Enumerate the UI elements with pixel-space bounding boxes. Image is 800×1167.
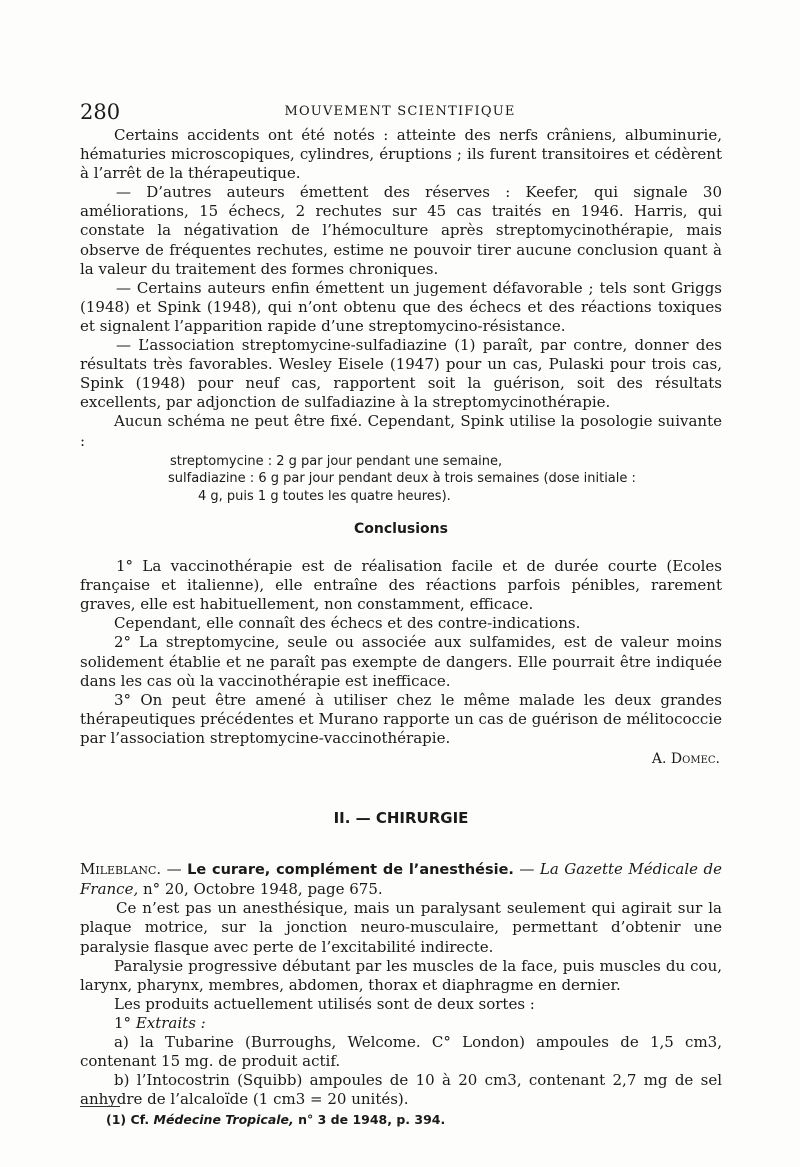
conclusion-2: 2° La streptomycine, seule ou associée aux sulfamides, est de valeur moins solidement établie et ne paraît pas exempte de dangers. Elle pourrait être indiquée dans les cas où la vaccinothérapie est inefficace.: [80, 633, 722, 690]
paragraph-association: — L’association streptomycine-sulfadiazine (1) paraît, par contre, donner des résultats très favorables. Wesley Eisele (1947) pour un cas, Pulaski pour trois cas, Spink (1948) pour neuf cas, rapportent soit la guérison, soit des résultats excellents, par adjonction de sulfadiazine à la streptomycinothérapie.: [80, 336, 722, 412]
conclusion-3: 3° On peut être amené à utiliser chez le même malade les deux grandes thérapeutiques précédentes et Murano rapporte un cas de guérison de mélitococcie par l’association streptomycine-vaccinothérapie.: [80, 690, 722, 747]
body-text: [80, 126, 722, 1109]
conclusion-1: 1° La vaccinothérapie est de réalisation facile et de durée courte (Ecoles française et italienne), elle entraîne des réactions parfois pénibles, rarement graves, elle est habituellement, non constamment, efficace.: [80, 557, 722, 614]
chirurgie-heading: II. — CHIRURGIE: [333, 809, 469, 828]
paragraph-defavorable: — Certains auteurs enfin émettent un jugement défavorable ; tels sont Griggs (1948) et Spink (1948), qui n’ont obtenu que des échecs et des réactions toxiques et signalent l’apparition rapide d’une streptomycino-résistance.: [80, 278, 722, 335]
extraits-number: 1°: [114, 1013, 136, 1032]
dosage-schema: [80, 453, 722, 506]
ref-details: n° 20, Octobre 1948, page 675.: [138, 880, 383, 899]
ref-author: Mileblanc.: [80, 860, 162, 879]
paragraph-intocostrin: b) l’Intocostrin (Squibb) ampoules de 10 à 20 cm3, contenant 2,7 mg de sel anhydre de l’alcaloïde (1 cm3 = 20 unités).: [80, 1071, 722, 1109]
ref-dash: —: [161, 860, 188, 879]
schema-line-sulfadiazine: sulfadiazine : 6 g par jour pendant deux à trois semaines (dose initiale :: [168, 471, 636, 487]
paragraph-tubarine: a) la Tubarine (Burroughs, Welcome. C° London) ampoules de 1,5 cm3, contenant 15 mg. de produit actif.: [80, 1033, 722, 1071]
paragraph-produits: Les produits actuellement utilisés sont de deux sortes :: [114, 994, 535, 1013]
footnote-details: n° 3 de 1948, p. 394.: [293, 1112, 446, 1127]
ref-journal: La Gazette Médicale de France,: [80, 860, 722, 899]
schema-line-streptomycine: streptomycine : 2 g par jour pendant une semaine,: [170, 453, 503, 469]
paragraph-curare-definition: Ce n’est pas un anesthésique, mais un paralysant seulement qui agirait sur la plaque motrice, sur la jonction neuro-musculaire, permettant d’obtenir une paralysie flasque avec perte de l’excitabilité indirecte.: [80, 899, 722, 956]
footnote-prefix: (1) Cf.: [106, 1112, 154, 1127]
paragraph-schema-intro: Aucun schéma ne peut être fixé. Cependant, Spink utilise la posologie suivante :: [80, 412, 722, 450]
paragraph-extraits: [80, 1014, 722, 1033]
paragraph-reserves: — D’autres auteurs émettent des réserves : Keefer, qui signale 30 améliorations, 15 échecs, 2 rechutes sur 45 cas traités en 1946. Harris, qui constate la négativation de l’hémoculture après streptomycinothérapie, mais observe de fréquentes rechutes, estime ne pouvoir tirer aucune conclusion quant à la valeur du traitement des formes chroniques.: [80, 183, 722, 278]
conclusions-heading: Conclusions: [354, 520, 448, 537]
page-number: 280: [80, 100, 121, 124]
extraits-label: Extraits :: [135, 1013, 206, 1032]
ref-dash-2: —: [513, 860, 540, 879]
signature: A. Domec.: [651, 751, 720, 768]
conclusion-cependant: Cependant, elle connaît des échecs et des contre-indications.: [114, 614, 581, 633]
footnote: [106, 1112, 445, 1127]
schema-line-dose: 4 g, puis 1 g toutes les quatre heures).: [198, 489, 451, 505]
page-header: [80, 100, 720, 122]
paragraph-paralysie: Paralysie progressive débutant par les muscles de la face, puis muscles du cou, larynx, pharynx, membres, abdomen, thorax et diaphragme en dernier.: [80, 956, 722, 994]
paragraph-accidents: Certains accidents ont été notés : atteinte des nerfs crâniens, albuminurie, hématuries microscopiques, cylindres, éruptions ; ils furent transitoires et cédèrent à l’arrêt de la thérapeutique.: [80, 126, 722, 183]
footnote-rule: [80, 1106, 120, 1107]
ref-title: Le curare, complément de l’anesthésie.: [187, 862, 514, 879]
footnote-journal: Médecine Tropicale,: [153, 1112, 294, 1127]
running-title: MOUVEMENT SCIENTIFIQUE: [284, 104, 516, 119]
article-reference: [80, 860, 722, 899]
